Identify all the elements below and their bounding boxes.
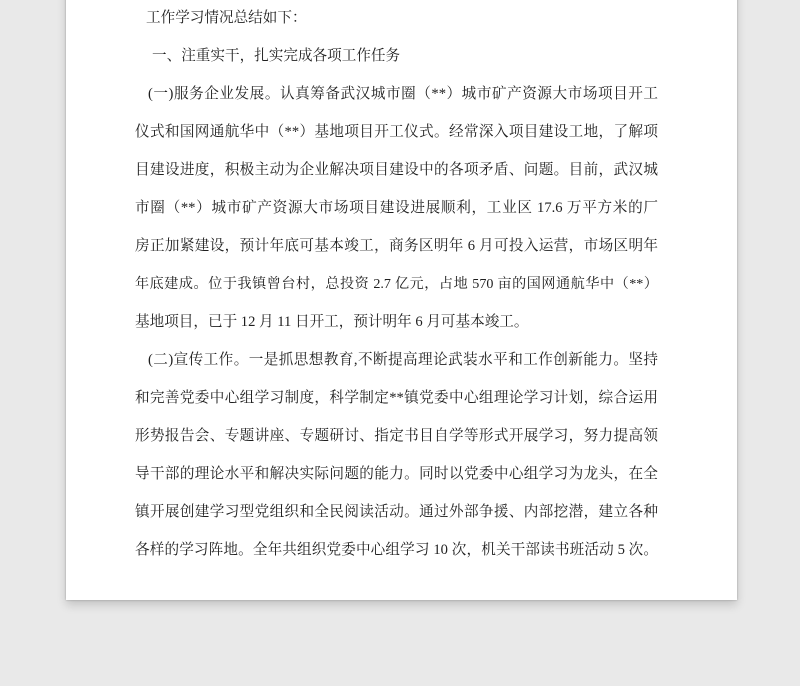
doc-line-08: 年底建成。位于我镇曾台村，总投资 2.7 亿元，占地 570 亩的国网通航华中（**） [135,276,658,292]
doc-line-05: 目建设进度，积极主动为企业解决项目建设中的各项矛盾、问题。目前，武汉城 [135,162,658,178]
doc-line-07: 房正加紧建设，预计年底可基本竣工，商务区明年 6 月可投入运营，市场区明年 [135,238,658,254]
doc-line-15: 各样的学习阵地。全年共组织党委中心组学习 10 次，机关干部读书班活动 5 次。 [135,542,658,558]
document-page [66,0,737,600]
document-text [135,0,658,569]
doc-line-11: 和完善党委中心组学习制度，科学制定**镇党委中心组理论学习计划，综合运用 [135,390,658,406]
doc-line-03: (一)服务企业发展。认真筹备武汉城市圈（**）城市矿产资源大市场项目开工 [148,86,658,102]
doc-line-01: 工作学习情况总结如下： [146,10,307,26]
doc-line-14: 镇开展创建学习型党组织和全民阅读活动。通过外部争援、内部挖潜，建立各种 [135,504,658,520]
doc-line-12: 形势报告会、专题讲座、专题研讨、指定书目自学等形式开展学习，努力提高领 [135,428,658,444]
doc-line-06: 市圈（**）城市矿产资源大市场项目建设进展顺利，工业区 17.6 万平方米的厂 [135,200,658,216]
doc-line-04: 仪式和国网通航华中（**）基地项目开工仪式。经常深入项目建设工地，了解项 [135,124,658,140]
doc-line-09: 基地项目，已于 12 月 11 日开工，预计明年 6 月可基本竣工。 [135,314,529,330]
doc-heading-section-1: 一、注重实干，扎实完成各项工作任务 [152,48,401,64]
doc-line-13: 导干部的理论水平和解决实际问题的能力。同时以党委中心组学习为龙头，在全 [135,466,658,482]
doc-line-10: (二)宣传工作。一是抓思想教育,不断提高理论武装水平和工作创新能力。坚持 [148,352,658,368]
